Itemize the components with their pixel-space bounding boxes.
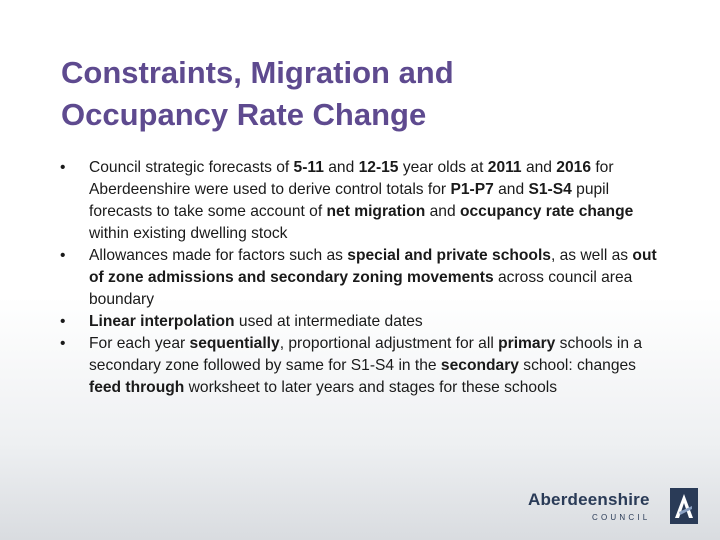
bullet-text: used at intermediate dates bbox=[234, 313, 423, 330]
bullet-text: , as well as bbox=[550, 247, 633, 264]
title-line-1: Constraints, Migration and bbox=[61, 55, 454, 90]
bullet-text-bold: 12-15 bbox=[358, 159, 399, 176]
bullet-text-bold: 2016 bbox=[556, 159, 591, 176]
bullet-text: schools in a secondary zone followed by same for S1-S4 in the bbox=[89, 335, 643, 374]
logo-name: Aberdeenshire bbox=[528, 490, 650, 509]
bullet-text-bold: 5-11 bbox=[293, 159, 324, 176]
bullet-text-bold: Linear interpolation bbox=[89, 313, 235, 330]
bullet-dot: • bbox=[60, 159, 66, 176]
bullet-text: and bbox=[425, 203, 460, 220]
bullet-text: worksheet to later years and stages for these schools bbox=[184, 379, 558, 396]
logo-sub: COUNCIL bbox=[592, 513, 651, 522]
bullet-text-bold: feed through bbox=[89, 379, 185, 396]
bullet-list bbox=[60, 157, 670, 399]
bullet-text: year olds at bbox=[398, 159, 488, 176]
bullet-item bbox=[60, 157, 670, 245]
logo-mark-icon bbox=[670, 488, 698, 524]
aberdeenshire-council-logo bbox=[528, 488, 698, 528]
bullet-text: For each year bbox=[89, 335, 190, 352]
bullet-text: and bbox=[493, 181, 529, 198]
bullet-text: for Aberdeenshire were used to derive control totals for bbox=[89, 159, 614, 198]
bullet-text-bold: 2011 bbox=[487, 159, 522, 176]
bullet-text: , proportional adjustment for all bbox=[279, 335, 499, 352]
bullet-dot: • bbox=[60, 313, 66, 330]
bullet-dot: • bbox=[60, 247, 66, 264]
bullet-item bbox=[60, 311, 670, 333]
bullet-text: within existing dwelling stock bbox=[89, 225, 288, 242]
bullet-text-bold: primary bbox=[498, 335, 556, 352]
bullet-text: and bbox=[521, 159, 557, 176]
bullet-item bbox=[60, 333, 670, 399]
bullet-item bbox=[60, 245, 670, 311]
bullet-text-bold: special and private schools bbox=[347, 247, 551, 264]
title-line-2: Occupancy Rate Change bbox=[61, 97, 427, 132]
bullet-text-bold: S1-S4 bbox=[528, 181, 572, 198]
bullet-text: school: changes bbox=[518, 357, 636, 374]
bullet-text-bold: P1-P7 bbox=[450, 181, 494, 198]
bullet-text: across council area boundary bbox=[89, 269, 633, 308]
bullet-text: and bbox=[323, 159, 359, 176]
bullet-text: Council strategic forecasts of bbox=[89, 159, 294, 176]
bullet-dot: • bbox=[60, 335, 66, 352]
bullet-text-bold: net migration bbox=[326, 203, 426, 220]
slide-title bbox=[61, 52, 661, 136]
bullet-text-bold: secondary bbox=[440, 357, 519, 374]
bullet-text-bold: sequentially bbox=[189, 335, 280, 352]
bullet-text-bold: occupancy rate change bbox=[459, 203, 634, 220]
bullet-text-bold: out of zone admissions and secondary zoning movements bbox=[89, 247, 657, 286]
bullet-text: Allowances made for factors such as bbox=[89, 247, 348, 264]
bullet-text: pupil forecasts to take some account of bbox=[89, 181, 610, 220]
